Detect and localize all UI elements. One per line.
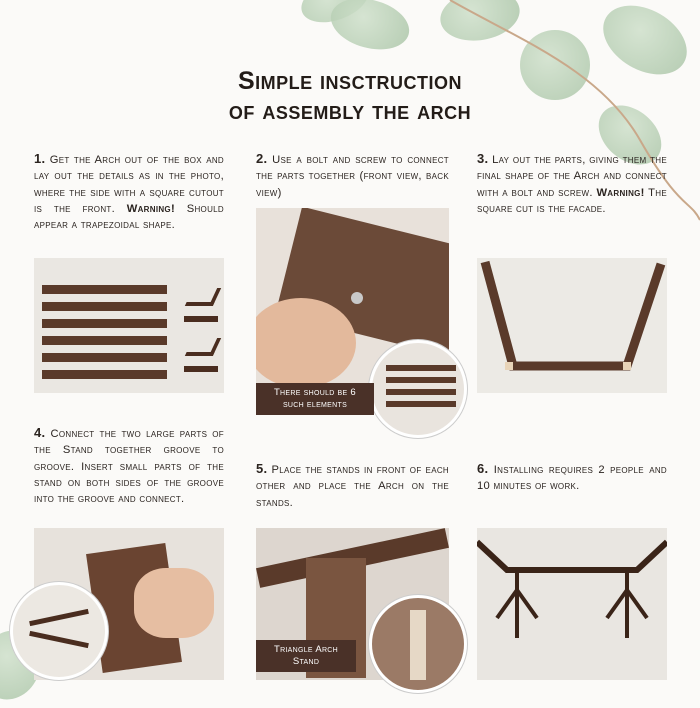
installed-arch-outline [477,528,667,680]
photo-arch-shape [477,258,667,393]
title-line-1: Simple insctruction [237,67,463,95]
arch-outline [477,258,667,393]
step-3-text: 3. Lay out the parts, giving them the final shape of the Arch and connect with a bolt and screw. Warning! The square cut is the facade. [477,151,667,215]
page-title [0,66,700,126]
photo-installed-arch [477,528,667,680]
caption-triangle-stand: Triangle Arch Stand [256,640,356,672]
step-6-text: 6. Installing requires 2 people and 10 minutes of work. [477,461,667,493]
caption-six-elements: There should be 6 such elements [256,383,374,415]
step-2-text: 2. Use a bolt and screw to connect the parts together (front view, back view) [256,151,449,199]
inset-six-elements [369,340,467,438]
title-line-2: of assembly the arch [228,97,472,125]
inset-stand-groove [369,595,467,693]
photo-laid-out-parts [34,258,224,393]
step-4-text: 4. Connect the two large parts of the Stand together groove to groove. Insert small parts of the stand on both sides of the groove into the groove and connect. [34,425,224,506]
step-5-text: 5. Place the stands in front of each other and place the Arch on the stands. [256,461,449,509]
inset-stand-pieces [10,582,108,680]
step-1-text: 1. Get the Arch out of the box and lay out the details as in the photo, where the side with a square cutout is the front. Warning! Should appear a trapezoidal shape. [34,151,224,232]
